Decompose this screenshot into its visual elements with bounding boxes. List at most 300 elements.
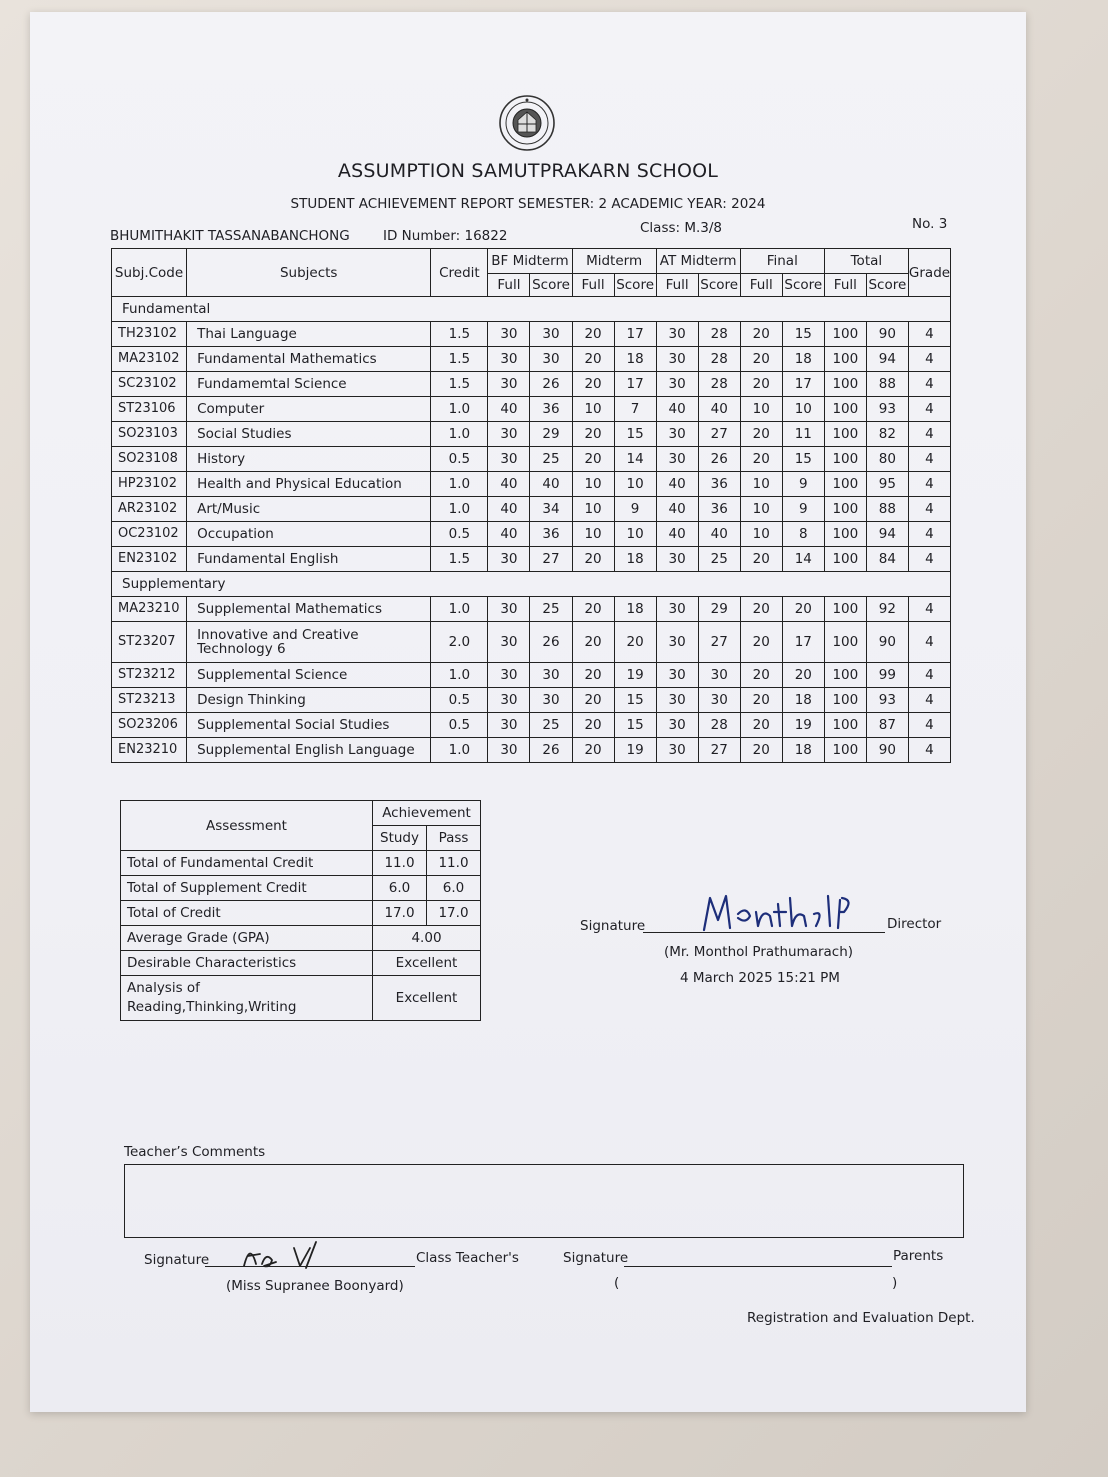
cell-grade: 4 bbox=[908, 663, 950, 688]
subject-name: Innovative and Creative Technology 6 bbox=[187, 622, 431, 663]
subject-code: ST23213 bbox=[112, 688, 187, 713]
cell-at-score: 28 bbox=[698, 372, 740, 397]
cell-mid-score: 14 bbox=[614, 447, 656, 472]
table-row bbox=[112, 347, 951, 372]
cell-fin-score: 10 bbox=[782, 397, 824, 422]
assessment-study: 17.0 bbox=[373, 901, 427, 926]
table-row bbox=[112, 738, 951, 763]
assessment-study: 6.0 bbox=[373, 876, 427, 901]
section-row bbox=[112, 572, 951, 597]
cell-at-score: 26 bbox=[698, 447, 740, 472]
header-grade: Grade bbox=[908, 249, 950, 297]
cell-credit: 1.0 bbox=[431, 663, 488, 688]
cell-mid-full: 20 bbox=[572, 447, 614, 472]
table-row bbox=[112, 663, 951, 688]
cell-mid-score: 9 bbox=[614, 497, 656, 522]
cell-grade: 4 bbox=[908, 322, 950, 347]
cell-at-full: 30 bbox=[656, 322, 698, 347]
assessment-label: Desirable Characteristics bbox=[121, 951, 373, 976]
cell-fin-full: 20 bbox=[740, 347, 782, 372]
table-row bbox=[112, 422, 951, 447]
cell-mid-full: 10 bbox=[572, 522, 614, 547]
teacher-signature-icon bbox=[236, 1238, 336, 1272]
cell-bf-full: 30 bbox=[488, 622, 530, 663]
header-bf-midterm: BF Midterm bbox=[488, 249, 572, 274]
teacher-comments-label: Teacher’s Comments bbox=[124, 1144, 266, 1160]
cell-fin-score: 14 bbox=[782, 547, 824, 572]
registration-dept: Registration and Evaluation Dept. bbox=[747, 1310, 975, 1326]
cell-bf-score: 27 bbox=[530, 547, 572, 572]
header-score: Score bbox=[866, 274, 908, 297]
cell-at-score: 28 bbox=[698, 347, 740, 372]
cell-bf-full: 40 bbox=[488, 522, 530, 547]
cell-fin-score: 15 bbox=[782, 447, 824, 472]
cell-fin-score: 18 bbox=[782, 347, 824, 372]
cell-bf-score: 30 bbox=[530, 322, 572, 347]
cell-mid-full: 20 bbox=[572, 597, 614, 622]
cell-fin-score: 18 bbox=[782, 738, 824, 763]
cell-mid-score: 10 bbox=[614, 472, 656, 497]
header-full: Full bbox=[740, 274, 782, 297]
cell-grade: 4 bbox=[908, 522, 950, 547]
subject-code: EN23210 bbox=[112, 738, 187, 763]
cell-fin-full: 20 bbox=[740, 372, 782, 397]
cell-bf-score: 30 bbox=[530, 347, 572, 372]
cell-grade: 4 bbox=[908, 497, 950, 522]
cell-mid-score: 18 bbox=[614, 597, 656, 622]
cell-at-full: 30 bbox=[656, 622, 698, 663]
subject-code: TH23102 bbox=[112, 322, 187, 347]
cell-tot-score: 95 bbox=[866, 472, 908, 497]
cell-tot-full: 100 bbox=[824, 688, 866, 713]
report-title: STUDENT ACHIEVEMENT REPORT SEMESTER: 2 ACADEMIC YEAR: 2024 bbox=[290, 196, 766, 212]
cell-mid-full: 10 bbox=[572, 472, 614, 497]
cell-credit: 1.0 bbox=[431, 738, 488, 763]
director-signature-label: Signature bbox=[580, 918, 646, 934]
table-row bbox=[112, 497, 951, 522]
cell-fin-full: 20 bbox=[740, 622, 782, 663]
cell-bf-full: 40 bbox=[488, 397, 530, 422]
cell-bf-score: 30 bbox=[530, 688, 572, 713]
cell-tot-score: 88 bbox=[866, 372, 908, 397]
table-row bbox=[112, 597, 951, 622]
cell-mid-score: 15 bbox=[614, 422, 656, 447]
cell-tot-full: 100 bbox=[824, 372, 866, 397]
director-signature-icon bbox=[698, 890, 858, 936]
cell-at-score: 27 bbox=[698, 622, 740, 663]
cell-bf-score: 29 bbox=[530, 422, 572, 447]
header-full: Full bbox=[572, 274, 614, 297]
cell-at-score: 36 bbox=[698, 472, 740, 497]
cell-tot-full: 100 bbox=[824, 522, 866, 547]
cell-at-score: 27 bbox=[698, 422, 740, 447]
subject-name: Art/Music bbox=[187, 497, 431, 522]
cell-mid-score: 7 bbox=[614, 397, 656, 422]
cell-tot-full: 100 bbox=[824, 622, 866, 663]
cell-mid-score: 20 bbox=[614, 622, 656, 663]
cell-grade: 4 bbox=[908, 547, 950, 572]
subject-code: MA23102 bbox=[112, 347, 187, 372]
cell-bf-full: 30 bbox=[488, 663, 530, 688]
cell-grade: 4 bbox=[908, 738, 950, 763]
cell-mid-full: 20 bbox=[572, 322, 614, 347]
cell-tot-score: 93 bbox=[866, 688, 908, 713]
header-at-midterm: AT Midterm bbox=[656, 249, 740, 274]
cell-mid-score: 15 bbox=[614, 688, 656, 713]
cell-fin-score: 18 bbox=[782, 688, 824, 713]
cell-credit: 1.0 bbox=[431, 597, 488, 622]
cell-bf-score: 25 bbox=[530, 713, 572, 738]
director-name: (Mr. Monthol Prathumarach) bbox=[664, 944, 854, 960]
cell-credit: 2.0 bbox=[431, 622, 488, 663]
cell-fin-full: 10 bbox=[740, 472, 782, 497]
school-seal-icon bbox=[498, 94, 556, 152]
cell-at-score: 28 bbox=[698, 713, 740, 738]
gpa-value: 4.00 bbox=[373, 926, 481, 951]
cell-fin-score: 19 bbox=[782, 713, 824, 738]
table-row bbox=[112, 713, 951, 738]
table-row bbox=[112, 622, 951, 663]
cell-at-score: 40 bbox=[698, 522, 740, 547]
cell-grade: 4 bbox=[908, 688, 950, 713]
assessment-table bbox=[120, 800, 481, 1021]
cell-tot-full: 100 bbox=[824, 447, 866, 472]
cell-fin-full: 20 bbox=[740, 547, 782, 572]
table-row bbox=[112, 372, 951, 397]
cell-tot-full: 100 bbox=[824, 347, 866, 372]
subject-name: Thai Language bbox=[187, 322, 431, 347]
cell-credit: 0.5 bbox=[431, 713, 488, 738]
subject-name: Supplemental Mathematics bbox=[187, 597, 431, 622]
cell-credit: 1.0 bbox=[431, 397, 488, 422]
cell-fin-full: 10 bbox=[740, 497, 782, 522]
cell-mid-score: 15 bbox=[614, 713, 656, 738]
subject-code: SO23103 bbox=[112, 422, 187, 447]
cell-credit: 1.0 bbox=[431, 497, 488, 522]
section-label: Supplementary bbox=[112, 572, 951, 597]
subject-name: Occupation bbox=[187, 522, 431, 547]
cell-mid-full: 20 bbox=[572, 738, 614, 763]
cell-fin-score: 20 bbox=[782, 597, 824, 622]
header-score: Score bbox=[698, 274, 740, 297]
cell-fin-score: 20 bbox=[782, 663, 824, 688]
cell-bf-full: 30 bbox=[488, 738, 530, 763]
cell-mid-full: 10 bbox=[572, 497, 614, 522]
subject-name: Supplemental Social Studies bbox=[187, 713, 431, 738]
cell-fin-score: 8 bbox=[782, 522, 824, 547]
cell-tot-full: 100 bbox=[824, 663, 866, 688]
subject-code: AR23102 bbox=[112, 497, 187, 522]
parent-name-open: ( bbox=[614, 1275, 620, 1291]
cell-tot-score: 90 bbox=[866, 322, 908, 347]
cell-at-score: 30 bbox=[698, 663, 740, 688]
cell-fin-score: 9 bbox=[782, 497, 824, 522]
cell-fin-score: 17 bbox=[782, 622, 824, 663]
cell-bf-score: 26 bbox=[530, 372, 572, 397]
table-row bbox=[112, 322, 951, 347]
cell-tot-score: 84 bbox=[866, 547, 908, 572]
assessment-label: Total of Supplement Credit bbox=[121, 876, 373, 901]
school-name: ASSUMPTION SAMUTPRAKARN SCHOOL bbox=[337, 160, 719, 182]
cell-tot-score: 94 bbox=[866, 522, 908, 547]
header-score: Score bbox=[614, 274, 656, 297]
teacher-comments-box bbox=[124, 1164, 964, 1238]
cell-mid-full: 20 bbox=[572, 713, 614, 738]
cell-grade: 4 bbox=[908, 397, 950, 422]
assessment-label: Average Grade (GPA) bbox=[121, 926, 373, 951]
subject-name: Supplemental Science bbox=[187, 663, 431, 688]
cell-bf-full: 30 bbox=[488, 422, 530, 447]
cell-bf-score: 34 bbox=[530, 497, 572, 522]
cell-mid-score: 19 bbox=[614, 663, 656, 688]
assessment-study: 11.0 bbox=[373, 851, 427, 876]
header-total: Total bbox=[824, 249, 908, 274]
cell-tot-full: 100 bbox=[824, 597, 866, 622]
table-row bbox=[112, 447, 951, 472]
table-row bbox=[112, 522, 951, 547]
report-datetime: 4 March 2025 15:21 PM bbox=[680, 970, 840, 986]
cell-grade: 4 bbox=[908, 597, 950, 622]
cell-fin-full: 20 bbox=[740, 713, 782, 738]
cell-mid-score: 18 bbox=[614, 547, 656, 572]
cell-bf-score: 30 bbox=[530, 663, 572, 688]
cell-tot-full: 100 bbox=[824, 397, 866, 422]
achievement-header: Achievement bbox=[373, 801, 481, 826]
cell-tot-score: 87 bbox=[866, 713, 908, 738]
cell-at-full: 30 bbox=[656, 713, 698, 738]
cell-fin-full: 10 bbox=[740, 397, 782, 422]
assessment-label: Total of Credit bbox=[121, 901, 373, 926]
cell-tot-score: 90 bbox=[866, 622, 908, 663]
cell-fin-full: 20 bbox=[740, 688, 782, 713]
cell-mid-full: 20 bbox=[572, 547, 614, 572]
table-row bbox=[112, 688, 951, 713]
cell-bf-score: 26 bbox=[530, 622, 572, 663]
cell-fin-full: 20 bbox=[740, 597, 782, 622]
student-name: BHUMITHAKIT TASSANABANCHONG bbox=[110, 228, 350, 244]
cell-bf-full: 30 bbox=[488, 713, 530, 738]
cell-credit: 0.5 bbox=[431, 522, 488, 547]
cell-credit: 1.5 bbox=[431, 372, 488, 397]
assessment-pass: 17.0 bbox=[427, 901, 481, 926]
cell-grade: 4 bbox=[908, 347, 950, 372]
cell-grade: 4 bbox=[908, 447, 950, 472]
cell-at-full: 30 bbox=[656, 447, 698, 472]
cell-tot-full: 100 bbox=[824, 322, 866, 347]
cell-mid-score: 18 bbox=[614, 347, 656, 372]
cell-tot-score: 99 bbox=[866, 663, 908, 688]
cell-mid-full: 20 bbox=[572, 688, 614, 713]
cell-credit: 1.0 bbox=[431, 422, 488, 447]
director-role: Director bbox=[887, 916, 942, 932]
subject-name: History bbox=[187, 447, 431, 472]
cell-at-score: 29 bbox=[698, 597, 740, 622]
cell-at-full: 30 bbox=[656, 422, 698, 447]
parent-role: Parents bbox=[893, 1248, 944, 1264]
cell-bf-full: 30 bbox=[488, 322, 530, 347]
cell-bf-score: 36 bbox=[530, 522, 572, 547]
subject-code: SC23102 bbox=[112, 372, 187, 397]
subject-name: Social Studies bbox=[187, 422, 431, 447]
cell-tot-full: 100 bbox=[824, 547, 866, 572]
cell-fin-full: 20 bbox=[740, 447, 782, 472]
cell-bf-score: 25 bbox=[530, 597, 572, 622]
cell-at-score: 40 bbox=[698, 397, 740, 422]
cell-fin-full: 20 bbox=[740, 422, 782, 447]
cell-tot-full: 100 bbox=[824, 497, 866, 522]
cell-tot-score: 94 bbox=[866, 347, 908, 372]
subject-name: Design Thinking bbox=[187, 688, 431, 713]
cell-bf-score: 36 bbox=[530, 397, 572, 422]
teacher-role: Class Teacher's bbox=[416, 1250, 519, 1266]
cell-bf-full: 40 bbox=[488, 472, 530, 497]
header-score: Score bbox=[530, 274, 572, 297]
subject-name: Fundamental English bbox=[187, 547, 431, 572]
header-full: Full bbox=[488, 274, 530, 297]
cell-tot-full: 100 bbox=[824, 738, 866, 763]
cell-at-score: 25 bbox=[698, 547, 740, 572]
cell-at-full: 30 bbox=[656, 738, 698, 763]
section-label: Fundamental bbox=[112, 297, 951, 322]
study-header: Study bbox=[373, 826, 427, 851]
table-row bbox=[112, 547, 951, 572]
subject-code: EN23102 bbox=[112, 547, 187, 572]
cell-mid-score: 10 bbox=[614, 522, 656, 547]
cell-tot-score: 80 bbox=[866, 447, 908, 472]
subject-name: Health and Physical Education bbox=[187, 472, 431, 497]
cell-at-full: 40 bbox=[656, 522, 698, 547]
assessment-label: Analysis of Reading,Thinking,Writing bbox=[121, 976, 373, 1021]
cell-mid-full: 20 bbox=[572, 663, 614, 688]
cell-mid-full: 10 bbox=[572, 397, 614, 422]
report-paper bbox=[30, 12, 1026, 1412]
cell-fin-full: 10 bbox=[740, 522, 782, 547]
cell-tot-score: 82 bbox=[866, 422, 908, 447]
cell-bf-full: 30 bbox=[488, 447, 530, 472]
subject-name: Supplemental English Language bbox=[187, 738, 431, 763]
subject-code: ST23212 bbox=[112, 663, 187, 688]
cell-credit: 1.5 bbox=[431, 347, 488, 372]
cell-tot-full: 100 bbox=[824, 472, 866, 497]
cell-bf-full: 30 bbox=[488, 547, 530, 572]
cell-tot-score: 92 bbox=[866, 597, 908, 622]
cell-grade: 4 bbox=[908, 713, 950, 738]
pass-header: Pass bbox=[427, 826, 481, 851]
cell-at-score: 36 bbox=[698, 497, 740, 522]
analysis-value: Excellent bbox=[373, 976, 481, 1021]
cell-mid-full: 20 bbox=[572, 372, 614, 397]
header-midterm: Midterm bbox=[572, 249, 656, 274]
cell-at-score: 28 bbox=[698, 322, 740, 347]
cell-fin-score: 9 bbox=[782, 472, 824, 497]
cell-at-full: 30 bbox=[656, 663, 698, 688]
header-score: Score bbox=[782, 274, 824, 297]
teacher-name: (Miss Supranee Boonyard) bbox=[226, 1278, 404, 1294]
cell-credit: 0.5 bbox=[431, 688, 488, 713]
student-class: Class: M.3/8 bbox=[640, 220, 723, 236]
cell-grade: 4 bbox=[908, 372, 950, 397]
cell-bf-full: 30 bbox=[488, 688, 530, 713]
cell-credit: 1.0 bbox=[431, 472, 488, 497]
cell-at-full: 30 bbox=[656, 547, 698, 572]
cell-bf-score: 25 bbox=[530, 447, 572, 472]
cell-fin-score: 15 bbox=[782, 322, 824, 347]
header-final: Final bbox=[740, 249, 824, 274]
cell-credit: 0.5 bbox=[431, 447, 488, 472]
assessment-label: Total of Fundamental Credit bbox=[121, 851, 373, 876]
section-row bbox=[112, 297, 951, 322]
cell-fin-full: 20 bbox=[740, 322, 782, 347]
assessment-pass: 6.0 bbox=[427, 876, 481, 901]
cell-mid-full: 20 bbox=[572, 622, 614, 663]
cell-at-full: 40 bbox=[656, 472, 698, 497]
student-number: No. 3 bbox=[912, 216, 948, 232]
subject-code: OC23102 bbox=[112, 522, 187, 547]
cell-tot-score: 90 bbox=[866, 738, 908, 763]
subject-code: ST23207 bbox=[112, 622, 187, 663]
subject-name: Computer bbox=[187, 397, 431, 422]
cell-mid-full: 20 bbox=[572, 347, 614, 372]
parent-signature-label: Signature bbox=[563, 1250, 629, 1266]
cell-mid-score: 17 bbox=[614, 322, 656, 347]
subject-code: SO23206 bbox=[112, 713, 187, 738]
cell-at-full: 40 bbox=[656, 497, 698, 522]
cell-bf-full: 30 bbox=[488, 372, 530, 397]
subject-code: HP23102 bbox=[112, 472, 187, 497]
cell-at-full: 30 bbox=[656, 597, 698, 622]
subject-code: MA23210 bbox=[112, 597, 187, 622]
cell-at-full: 40 bbox=[656, 397, 698, 422]
cell-fin-full: 20 bbox=[740, 663, 782, 688]
table-row bbox=[112, 397, 951, 422]
parent-name-close: ) bbox=[892, 1275, 898, 1291]
cell-bf-score: 26 bbox=[530, 738, 572, 763]
cell-grade: 4 bbox=[908, 472, 950, 497]
assessment-title: Assessment bbox=[121, 801, 373, 851]
cell-credit: 1.5 bbox=[431, 547, 488, 572]
subject-name: Fundamental Mathematics bbox=[187, 347, 431, 372]
cell-at-full: 30 bbox=[656, 372, 698, 397]
header-subj-code: Subj.Code bbox=[112, 249, 187, 297]
cell-grade: 4 bbox=[908, 622, 950, 663]
cell-bf-full: 30 bbox=[488, 347, 530, 372]
cell-tot-score: 88 bbox=[866, 497, 908, 522]
header-credit: Credit bbox=[431, 249, 488, 297]
grades-table bbox=[111, 248, 951, 763]
characteristics-value: Excellent bbox=[373, 951, 481, 976]
cell-tot-full: 100 bbox=[824, 422, 866, 447]
cell-tot-full: 100 bbox=[824, 713, 866, 738]
header-full: Full bbox=[824, 274, 866, 297]
cell-bf-full: 30 bbox=[488, 597, 530, 622]
cell-mid-full: 20 bbox=[572, 422, 614, 447]
cell-bf-full: 40 bbox=[488, 497, 530, 522]
assessment-pass: 11.0 bbox=[427, 851, 481, 876]
cell-at-full: 30 bbox=[656, 688, 698, 713]
cell-fin-full: 20 bbox=[740, 738, 782, 763]
subject-code: SO23108 bbox=[112, 447, 187, 472]
cell-mid-score: 19 bbox=[614, 738, 656, 763]
subject-code: ST23106 bbox=[112, 397, 187, 422]
cell-fin-score: 11 bbox=[782, 422, 824, 447]
subject-name: Fundamemtal Science bbox=[187, 372, 431, 397]
header-full: Full bbox=[656, 274, 698, 297]
parent-signature-line bbox=[624, 1266, 892, 1267]
table-row bbox=[112, 472, 951, 497]
cell-at-score: 27 bbox=[698, 738, 740, 763]
cell-bf-score: 40 bbox=[530, 472, 572, 497]
student-id: ID Number: 16822 bbox=[383, 228, 508, 244]
